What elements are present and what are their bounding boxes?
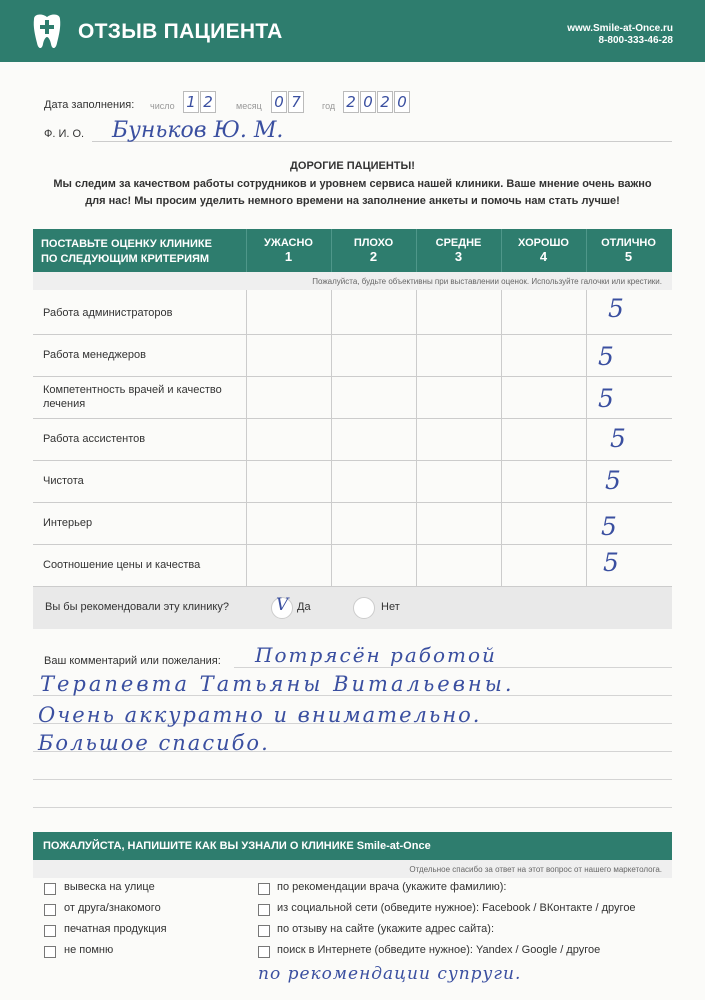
intro-line-2: для нас! Мы просим уделить немного времени на заполнение анкеты и помочь нам стать лучше! — [85, 195, 620, 207]
recommend-question: Вы бы рекомендовали эту клинику? — [45, 601, 229, 613]
grade-mark[interactable]: 5 — [608, 294, 624, 323]
month-boxes[interactable] — [271, 91, 305, 113]
criteria-header-line: ПО СЛЕДУЮЩИМ КРИТЕРИЯМ — [41, 253, 210, 265]
source-option-label: поиск в Интернете (обведите нужное): Yandex / Google / другое — [277, 944, 601, 956]
grade-mark[interactable]: 5 — [605, 466, 621, 495]
source-checkbox[interactable] — [258, 925, 270, 937]
source-handwritten[interactable]: по рекомендации супруги. — [258, 964, 522, 984]
criteria-header — [41, 237, 212, 267]
year-digit: 0 — [360, 91, 376, 113]
col-label: ХОРОШО — [518, 237, 569, 249]
col-num: 3 — [454, 249, 463, 264]
header-divider — [501, 229, 502, 272]
rating-row — [33, 502, 672, 544]
day-digit: 2 — [200, 91, 216, 113]
col-label: СРЕДНЕ — [435, 237, 482, 249]
criterion-label: Работа ассистентов — [43, 433, 146, 445]
comment-text-line[interactable]: Терапевта Татьяны Витальевны. — [40, 672, 515, 696]
fio-label: Ф. И. О. — [44, 128, 85, 140]
source-checkbox[interactable] — [44, 946, 56, 958]
rating-row — [33, 334, 672, 376]
header-divider — [416, 229, 417, 272]
col-num: 5 — [624, 249, 633, 264]
recommend-row — [33, 587, 672, 629]
comment-line — [33, 779, 672, 780]
intro-line-1: Мы следим за качеством работы сотрудников и уровнем сервиса нашей клиники. Ваше мнение очень важно — [53, 178, 652, 190]
rating-row — [33, 376, 672, 418]
year-digit: 2 — [377, 91, 393, 113]
source-option-label: не помню — [64, 944, 114, 956]
recommend-no-label: Нет — [381, 601, 400, 613]
month-digit: 7 — [288, 91, 304, 113]
source-checkbox[interactable] — [258, 883, 270, 895]
year-digit: 0 — [394, 91, 410, 113]
rating-row — [33, 460, 672, 502]
source-option-label: печатная продукция — [64, 923, 167, 935]
source-note: Отдельное спасибо за ответ на этот вопрос от нашего маркетолога. — [409, 865, 662, 874]
source-checkbox[interactable] — [44, 904, 56, 916]
source-header — [33, 832, 672, 860]
rating-row — [33, 418, 672, 460]
col-header-3 — [416, 236, 501, 264]
day-digit: 1 — [183, 91, 199, 113]
criterion-label: Интерьер — [43, 517, 93, 529]
criterion-label: Работа менеджеров — [43, 349, 146, 361]
source-checkbox[interactable] — [44, 883, 56, 895]
year-label: год — [322, 101, 336, 111]
source-checkbox[interactable] — [44, 925, 56, 937]
site-url: www.Smile-at-Once.ru — [567, 23, 673, 34]
source-checkbox[interactable] — [258, 946, 270, 958]
comment-text-line[interactable]: Очень аккуратно и внимательно. — [38, 703, 482, 727]
rating-row — [33, 544, 672, 586]
comment-line — [33, 807, 672, 808]
intro-title: ДОРОГИЕ ПАЦИЕНТЫ! — [290, 160, 415, 172]
month-digit: 0 — [271, 91, 287, 113]
source-option-label: вывеска на улице — [64, 881, 155, 893]
rating-note-row — [33, 272, 672, 290]
col-header-2 — [331, 236, 416, 264]
criterion-label: Компетентность врачей и качество лечения — [43, 384, 222, 410]
year-boxes[interactable] — [343, 91, 411, 113]
phone-number: 8-800-333-46-28 — [598, 35, 673, 46]
source-checkbox[interactable] — [258, 904, 270, 916]
source-option-label: по отзыву на сайте (укажите адрес сайта): — [277, 923, 495, 935]
grade-mark[interactable]: 5 — [603, 548, 619, 577]
recommend-yes-label: Да — [297, 601, 311, 613]
form-title: ОТЗЫВ ПАЦИЕНТА — [78, 20, 283, 43]
header-divider — [586, 229, 587, 272]
criterion-label: Соотношение цены и качества — [43, 559, 201, 571]
criteria-header-line: ПОСТАВЬТЕ ОЦЕНКУ КЛИНИКЕ — [41, 238, 212, 250]
grade-mark[interactable]: 5 — [598, 384, 614, 413]
col-label: ОТЛИЧНО — [601, 237, 656, 249]
date-label: Дата заполнения: — [44, 99, 135, 111]
source-option-label: по рекомендации врача (укажите фамилию): — [277, 881, 507, 893]
comment-text-line[interactable]: Большое спасибо. — [38, 731, 270, 755]
rating-note: Пожалуйста, будьте объективны при выставлении оценок. Используйте галочки или крестики. — [312, 277, 662, 286]
year-digit: 2 — [343, 91, 359, 113]
source-option-label: из социальной сети (обведите нужное): Facebook / ВКонтакте / другое — [277, 902, 636, 914]
comment-line — [234, 667, 672, 668]
header-divider — [331, 229, 332, 272]
contact-block — [567, 23, 673, 47]
criterion-label: Чистота — [43, 475, 84, 487]
rating-table-header — [33, 229, 672, 272]
source-note-row — [33, 860, 672, 878]
grade-mark[interactable]: 5 — [610, 424, 626, 453]
col-num: 4 — [539, 249, 548, 264]
col-header-5 — [586, 236, 671, 264]
recommend-no-radio[interactable] — [353, 597, 375, 619]
col-label: ПЛОХО — [353, 237, 394, 249]
fio-value[interactable]: Буньков Ю. М. — [112, 118, 284, 143]
comment-text-line[interactable]: Потрясён работой — [255, 643, 497, 667]
col-header-1 — [246, 236, 331, 264]
tooth-cross-icon — [30, 13, 64, 51]
col-num: 2 — [369, 249, 378, 264]
source-option-label: от друга/знакомого — [64, 902, 161, 914]
col-num: 1 — [284, 249, 293, 264]
criterion-label: Работа администраторов — [43, 307, 173, 319]
rating-row — [33, 292, 672, 334]
header-divider — [246, 229, 247, 272]
recommend-yes-mark: V — [276, 595, 289, 615]
grade-mark[interactable]: 5 — [598, 342, 614, 371]
comment-label: Ваш комментарий или пожелания: — [44, 655, 221, 667]
day-boxes[interactable] — [183, 91, 217, 113]
col-label: УЖАСНО — [264, 237, 313, 249]
col-header-4 — [501, 236, 586, 264]
day-label: число — [150, 101, 175, 111]
month-label: месяц — [236, 101, 262, 111]
source-title: ПОЖАЛУЙСТА, НАПИШИТЕ КАК ВЫ УЗНАЛИ О КЛИНИКЕ Smile-at-Once — [43, 840, 431, 852]
grade-mark[interactable]: 5 — [601, 512, 617, 541]
